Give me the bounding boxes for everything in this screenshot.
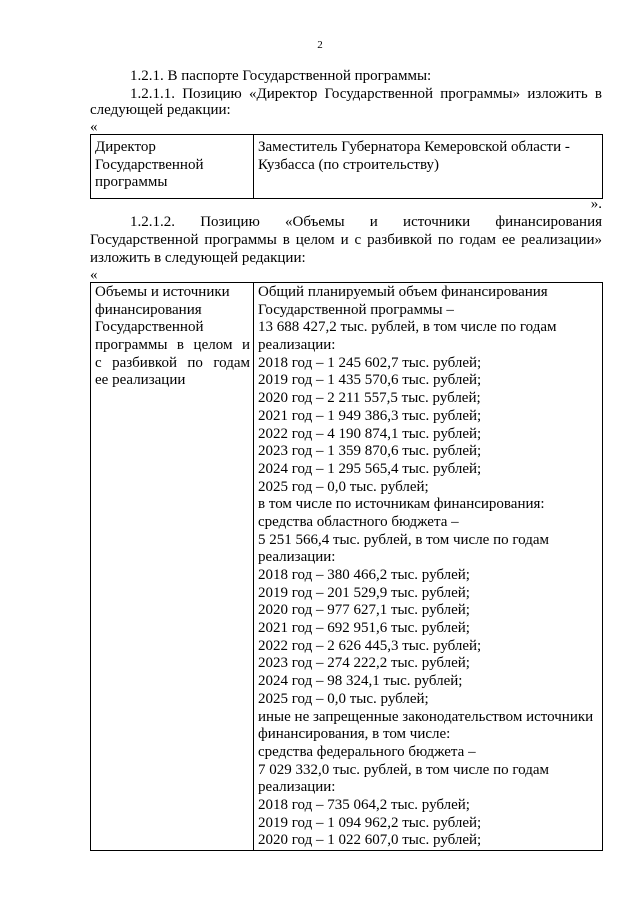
funding-value-line: 2022 год – 4 190 874,1 тыс. рублей; — [258, 425, 482, 442]
clause-1-2-1-1: 1.2.1.1. Позицию «Директор Государственной программы» изложить в — [130, 86, 602, 102]
funding-value-line: 2025 год – 0,0 тыс. рублей; — [258, 690, 429, 707]
close-quote-1: ». — [590, 196, 602, 212]
funding-value-line: 2021 год – 692 951,6 тыс. рублей; — [258, 620, 470, 637]
director-table — [90, 134, 603, 199]
funding-value-line: реализации: — [258, 779, 336, 796]
funding-label-line: с разбивкой по годам — [95, 354, 250, 371]
page-number: 2 — [317, 39, 323, 51]
funding-value-line: в том числе по источникам финансирования: — [258, 496, 545, 513]
funding-value-line: 2022 год – 2 626 445,3 тыс. рублей; — [258, 637, 482, 654]
funding-value-line: 2018 год – 735 064,2 тыс. рублей; — [258, 796, 470, 813]
clause-1-2-1: 1.2.1. В паспорте Государственной программы: — [130, 68, 432, 84]
clause-1-2-1-2: 1.2.1.2. Позицию «Объемы и источники финансирования — [130, 214, 602, 230]
director-label-line: Государственной — [95, 156, 204, 173]
funding-value-line: реализации: — [258, 549, 336, 566]
funding-label-line: программы в целом и — [95, 337, 250, 354]
funding-value-line: Государственной программы – — [258, 301, 454, 318]
funding-value-line: 2024 год – 98 324,1 тыс. рублей; — [258, 673, 463, 690]
open-quote-1: « — [90, 119, 98, 135]
funding-value-line: 7 029 332,0 тыс. рублей, в том числе по годам — [258, 761, 549, 778]
funding-value-line: 2023 год – 1 359 870,6 тыс. рублей; — [258, 443, 482, 460]
funding-value-line: средства федерального бюджета – — [258, 743, 476, 760]
funding-value-line: 2020 год – 977 627,1 тыс. рублей; — [258, 602, 470, 619]
funding-value-line: 2018 год – 380 466,2 тыс. рублей; — [258, 567, 470, 583]
director-label-line: Директор — [95, 139, 156, 155]
funding-value-line: 2023 год – 274 222,2 тыс. рублей; — [258, 655, 470, 672]
clause-1-2-1-2-continued: Государственной программы в целом и с разбивкой по годам ее реализации» — [90, 232, 602, 248]
funding-value-line: финансирования, в том числе: — [258, 726, 451, 743]
funding-label-cell — [91, 283, 254, 851]
director-value-cell — [254, 135, 603, 199]
funding-table — [90, 282, 603, 851]
director-value-line: Заместитель Губернатора Кемеровской области - — [258, 139, 570, 155]
clause-1-2-1-2-end: изложить в следующей редакции: — [90, 250, 306, 266]
funding-value-cell — [254, 283, 603, 851]
funding-label-line: Объемы и источники — [95, 284, 230, 300]
funding-value-line: реализации: — [258, 337, 336, 354]
open-quote-2: « — [90, 267, 98, 283]
funding-value-line: 2020 год – 2 211 557,5 тыс. рублей; — [258, 390, 481, 407]
clause-1-2-1-1-continued: следующей редакции: — [90, 102, 231, 118]
funding-value-line: иные не запрещенные законодательством источники — [258, 708, 594, 725]
funding-value-line: средства областного бюджета – — [258, 513, 459, 530]
funding-value-line: 2024 год – 1 295 565,4 тыс. рублей; — [258, 460, 482, 477]
funding-row — [91, 283, 603, 851]
director-value-line: Кузбасса (по строительству) — [258, 156, 440, 173]
funding-value-line: 2019 год – 201 529,9 тыс. рублей; — [258, 584, 470, 601]
funding-value-line: 5 251 566,4 тыс. рублей, в том числе по годам — [258, 531, 549, 548]
funding-value-line: 2018 год – 1 245 602,7 тыс. рублей; — [258, 354, 482, 371]
director-row — [91, 135, 603, 199]
funding-value-line: Общий планируемый объем финансирования — [258, 284, 548, 300]
funding-label-line: Государственной — [95, 319, 204, 336]
funding-value-line: 2025 год – 0,0 тыс. рублей; — [258, 478, 429, 495]
funding-label-line: финансирования — [95, 301, 202, 318]
director-label-line: программы — [95, 174, 168, 191]
funding-value-line: 2019 год – 1 435 570,6 тыс. рублей; — [258, 372, 482, 389]
funding-value-line: 2019 год – 1 094 962,2 тыс. рублей; — [258, 814, 482, 831]
funding-label-line: ее реализации — [95, 372, 186, 389]
funding-value-line: 2020 год – 1 022 607,0 тыс. рублей; — [258, 832, 482, 849]
director-label-cell — [91, 135, 254, 199]
funding-value-line: 13 688 427,2 тыс. рублей, в том числе по годам — [258, 319, 557, 336]
funding-value-line: 2021 год – 1 949 386,3 тыс. рублей; — [258, 407, 482, 424]
